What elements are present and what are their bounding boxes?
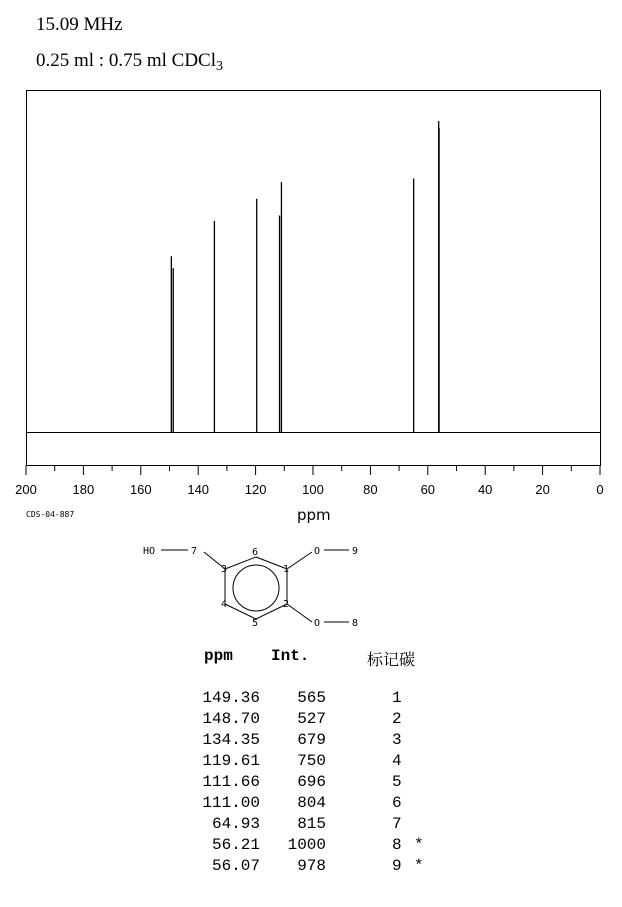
atom-label-6: 6 <box>252 547 259 558</box>
table-row <box>0 731 622 752</box>
cell-atom: 8 <box>392 836 402 854</box>
x-tick-label: 20 <box>535 482 550 497</box>
x-tick-label: 100 <box>302 482 324 497</box>
cell-atom: 1 <box>392 689 402 707</box>
cell-ppm: 134.35 <box>202 731 260 749</box>
cell-atom: 3 <box>392 731 402 749</box>
cell-atom: 7 <box>392 815 402 833</box>
atom-label-1: 1 <box>283 564 290 575</box>
cell-ppm: 56.07 <box>211 857 260 875</box>
cell-ppm: 111.66 <box>202 773 260 791</box>
x-tick-label: 80 <box>363 482 378 497</box>
spectrometer-frequency: 15.09 MHz <box>36 14 123 35</box>
molecule-structure <box>161 550 349 622</box>
peak-lines <box>171 121 439 432</box>
cell-intensity: 696 <box>297 773 326 791</box>
aromatic-circle <box>233 565 279 611</box>
bond-2-o <box>287 604 312 622</box>
cell-atom: 5 <box>392 773 402 791</box>
atom-label-7: 7 <box>191 546 198 557</box>
solvent-subscript: 3 <box>216 59 223 74</box>
cell-ppm: 119.61 <box>202 752 260 770</box>
x-tick-label: 180 <box>72 482 95 497</box>
atom-label-9: 9 <box>352 546 359 557</box>
hydroxyl-label: HO <box>143 546 156 557</box>
cell-intensity: 804 <box>297 794 326 812</box>
cell-intensity: 565 <box>297 689 326 707</box>
x-tick-label: 120 <box>244 482 267 497</box>
atom-label-5: 5 <box>252 618 259 629</box>
cell-ppm: 56.21 <box>211 836 260 854</box>
table-row <box>0 752 622 773</box>
x-axis-ticks <box>26 465 600 475</box>
bond-1-o <box>287 552 312 569</box>
table-row <box>0 710 622 731</box>
cell-ppm: 148.70 <box>202 710 260 728</box>
oxygen-label-2: O <box>314 618 321 629</box>
table-row <box>0 689 622 710</box>
atom-label-8: 8 <box>352 618 359 629</box>
x-axis-label: ppm <box>297 506 331 524</box>
cell-ppm: 111.00 <box>202 794 260 812</box>
spectrum-code: CDS-04-887 <box>26 510 75 519</box>
atom-label-3: 3 <box>221 564 228 575</box>
cell-intensity: 750 <box>297 752 326 770</box>
oxygen-label-1: O <box>314 546 321 557</box>
cell-atom: 4 <box>392 752 402 770</box>
cell-intensity: 1000 <box>287 836 326 854</box>
cell-intensity: 815 <box>297 815 326 833</box>
x-tick-label: 140 <box>187 482 210 497</box>
cell-atom: 2 <box>392 710 402 728</box>
table-row <box>0 836 622 857</box>
x-tick-label: 60 <box>420 482 436 497</box>
cell-intensity: 679 <box>297 731 326 749</box>
cell-ppm: 64.93 <box>211 815 260 833</box>
table-row <box>0 815 622 836</box>
x-tick-label: 200 <box>15 482 37 497</box>
cell-atom: 9 <box>392 857 402 875</box>
cell-atom: 6 <box>392 794 402 812</box>
x-tick-label: 160 <box>129 482 152 497</box>
solvent-text: 0.25 ml : 0.75 ml CDCl <box>36 50 216 71</box>
cell-mark: * <box>414 836 424 854</box>
table-row <box>0 794 622 815</box>
table-header-intensity: Int. <box>271 647 310 665</box>
atom-label-4: 4 <box>221 599 228 610</box>
cell-intensity: 978 <box>297 857 326 875</box>
x-tick-label: 40 <box>477 482 493 497</box>
cell-intensity: 527 <box>297 710 326 728</box>
atom-label-2: 2 <box>283 599 290 610</box>
cell-mark: * <box>414 857 424 875</box>
x-axis-tick-labels <box>15 482 603 497</box>
table-header-ppm: ppm <box>204 647 233 665</box>
table-header-atom: 标记碳 <box>367 650 416 669</box>
benzene-ring <box>225 557 290 619</box>
x-tick-label: 0 <box>596 482 604 497</box>
table-row <box>0 857 622 878</box>
cell-ppm: 149.36 <box>202 689 260 707</box>
plot-frame <box>27 91 601 466</box>
table-row <box>0 773 622 794</box>
